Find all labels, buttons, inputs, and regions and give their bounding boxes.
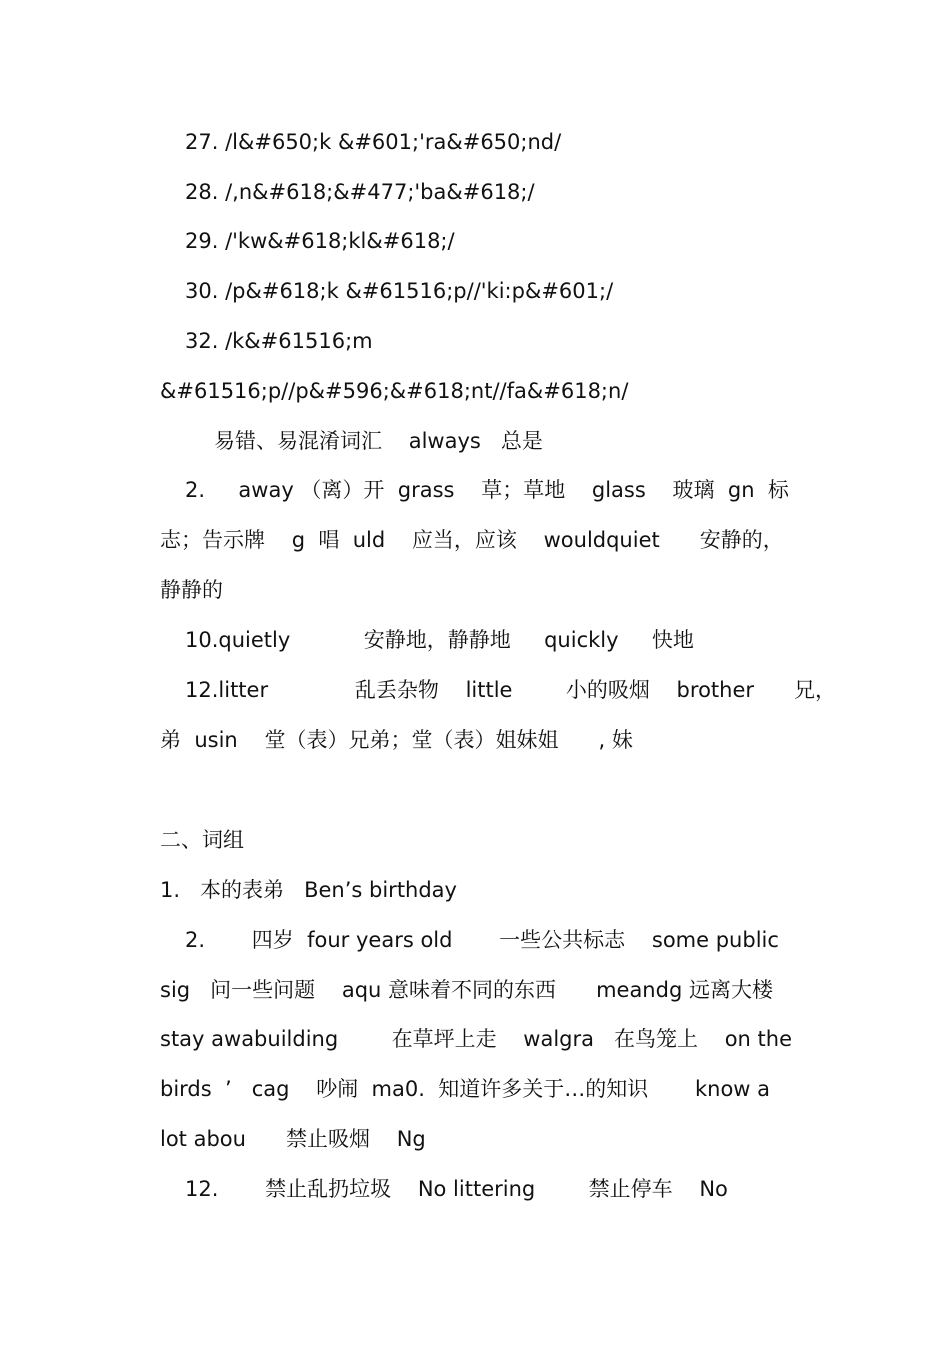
section-heading: 二、词组 [160, 828, 244, 852]
text-line: 28. /,n&#618;&#477;'ba&#618;/ [185, 180, 535, 204]
text-line: 10.quietly 安静地，静静地 quickly 快地 [185, 628, 694, 652]
text-line: 静静的 [160, 578, 223, 602]
text-line: birds ’ cag 吵闹 ma0. 知道许多关于…的知识 know a [160, 1077, 771, 1101]
text-line: 12. 禁止乱扔垃圾 No littering 禁止停车 No [185, 1177, 728, 1201]
text-line: &#61516;p//p&#596;&#618;nt//fa&#618;n/ [160, 379, 629, 403]
text-line: 29. /'kw&#618;kl&#618;/ [185, 229, 455, 253]
text-line: 2. 四岁 four years old 一些公共标志 some public [185, 928, 779, 952]
text-line: 1. 本的表弟 Ben’s birthday [160, 878, 457, 902]
text-line: sig 问一些问题 aqu 意味着不同的东西 meandg 远离大楼 [160, 978, 773, 1002]
text-line: 12.litter 乱丢杂物 little 小的吸烟 brother 兄， [185, 678, 837, 702]
text-line: 30. /p&#618;k &#61516;p//'ki:p&#601;/ [185, 279, 614, 303]
text-line: stay awabuilding 在草坪上走 walgra 在鸟笼上 on the [160, 1027, 793, 1051]
text-line: 志；告示牌 g 唱 uld 应当，应该 wouldquiet 安静的， [160, 528, 784, 552]
section-heading: 易错、易混淆词汇 always 总是 [214, 429, 543, 453]
text-line: 32. /k&#61516;m [185, 329, 373, 353]
text-line: 27. /l&#650;k &#601;'ra&#650;nd/ [185, 130, 562, 154]
text-line: 2. away （离）开 grass 草；草地 glass 玻璃 gn 标 [185, 478, 789, 502]
text-line: 弟 usin 堂（表）兄弟；堂（表）姐妹姐 , 妹 [160, 728, 633, 752]
text-line: lot abou 禁止吸烟 Ng [160, 1127, 426, 1151]
